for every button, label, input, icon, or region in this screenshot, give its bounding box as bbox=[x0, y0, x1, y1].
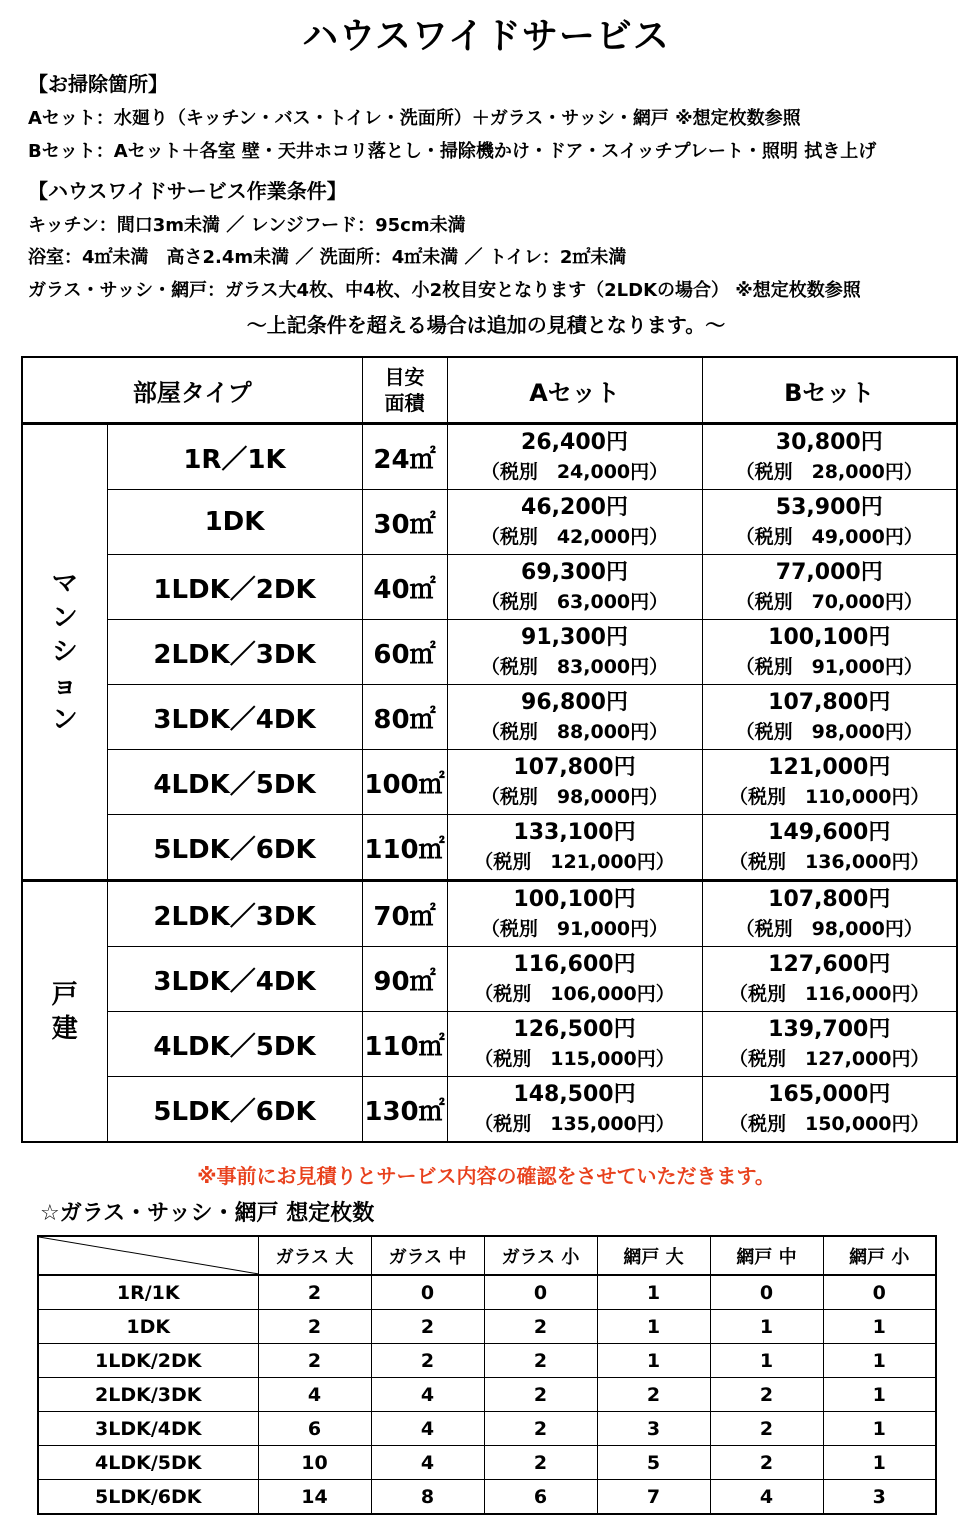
price-incl-tax: 100,100円 bbox=[768, 625, 891, 650]
header-room-type: 部屋タイプ bbox=[22, 357, 362, 424]
price-incl-tax: 69,300円 bbox=[521, 560, 628, 585]
condition-kitchen: キッチン：間口3m未満 ／ レンジフード：95cm未満 bbox=[28, 215, 466, 236]
header-area bbox=[362, 357, 447, 424]
glass-row bbox=[38, 1310, 936, 1344]
glass-table-header bbox=[38, 1236, 936, 1275]
glass-count-table bbox=[37, 1235, 937, 1515]
glass-count: 1 bbox=[823, 1344, 936, 1378]
set-a-price bbox=[447, 620, 702, 685]
glass-column-header: ガラス 小 bbox=[484, 1236, 597, 1275]
header-area-line1: 目安 bbox=[384, 365, 425, 389]
price-excl-tax: （税別 98,000円） bbox=[735, 721, 923, 743]
price-table bbox=[21, 356, 958, 1143]
price-incl-tax: 77,000円 bbox=[775, 560, 883, 585]
room-type: 1LDK／2DK bbox=[107, 555, 362, 620]
conditions-heading: 【ハウスワイドサービス作業条件】 bbox=[28, 179, 347, 203]
price-excl-tax: （税別 127,000円） bbox=[728, 1048, 930, 1070]
price-excl-tax: （税別 70,000円） bbox=[735, 591, 923, 613]
room-type: 5LDK／6DK bbox=[107, 1077, 362, 1143]
glass-count: 1 bbox=[597, 1310, 710, 1344]
glass-count: 2 bbox=[710, 1412, 823, 1446]
glass-column-header: ガラス 中 bbox=[371, 1236, 484, 1275]
glass-count: 1 bbox=[823, 1310, 936, 1344]
set-b-price bbox=[702, 947, 957, 1012]
set-b-price bbox=[702, 490, 957, 555]
glass-room-type: 5LDK/6DK bbox=[38, 1480, 258, 1515]
set-a-price bbox=[447, 750, 702, 815]
glass-room-type: 1DK bbox=[38, 1310, 258, 1344]
set-b-price bbox=[702, 815, 957, 881]
price-incl-tax: 165,000円 bbox=[768, 1082, 891, 1107]
price-excl-tax: （税別 91,000円） bbox=[480, 918, 669, 940]
glass-count: 0 bbox=[710, 1275, 823, 1310]
set-a-price bbox=[447, 947, 702, 1012]
price-incl-tax: 126,500円 bbox=[513, 1017, 636, 1042]
glass-count: 1 bbox=[710, 1310, 823, 1344]
condition-glass: ガラス・サッシ・網戸：ガラス大4枚、中4枚、小2枚目安となります（2LDKの場合） ※想定枚数参照 bbox=[28, 280, 861, 301]
glass-count: 2 bbox=[484, 1310, 597, 1344]
price-excl-tax: （税別 135,000円） bbox=[474, 1113, 675, 1135]
glass-count: 2 bbox=[371, 1310, 484, 1344]
cleaning-places-heading: 【お掃除箇所】 bbox=[28, 72, 168, 96]
set-a-price bbox=[447, 1012, 702, 1077]
price-row bbox=[22, 620, 957, 685]
price-row bbox=[22, 947, 957, 1012]
glass-count: 6 bbox=[484, 1480, 597, 1515]
area: 110㎡ bbox=[362, 1012, 447, 1077]
set-b-price bbox=[702, 685, 957, 750]
set-b-price bbox=[702, 555, 957, 620]
area: 40㎡ bbox=[362, 555, 447, 620]
glass-count: 10 bbox=[258, 1446, 371, 1480]
room-type: 2LDK／3DK bbox=[107, 620, 362, 685]
price-incl-tax: 139,700円 bbox=[768, 1017, 891, 1042]
room-type: 3LDK／4DK bbox=[107, 685, 362, 750]
price-excl-tax: （税別 83,000円） bbox=[480, 656, 669, 678]
glass-section-heading: ☆ガラス・サッシ・網戸 想定枚数 bbox=[40, 1201, 375, 1226]
price-incl-tax: 91,300円 bbox=[521, 625, 628, 650]
glass-count: 1 bbox=[710, 1344, 823, 1378]
area: 90㎡ bbox=[362, 947, 447, 1012]
price-excl-tax: （税別 88,000円） bbox=[480, 721, 669, 743]
glass-count: 1 bbox=[823, 1412, 936, 1446]
glass-column-header: ガラス 大 bbox=[258, 1236, 371, 1275]
glass-count: 2 bbox=[710, 1446, 823, 1480]
price-row bbox=[22, 1012, 957, 1077]
set-a-description: Aセット：水廻り（キッチン・バス・トイレ・洗面所）＋ガラス・サッシ・網戸 ※想定枚数参照 bbox=[28, 108, 801, 129]
glass-count: 2 bbox=[258, 1344, 371, 1378]
room-type: 1R／1K bbox=[107, 424, 362, 490]
room-type: 4LDK／5DK bbox=[107, 750, 362, 815]
glass-row bbox=[38, 1378, 936, 1412]
glass-count: 2 bbox=[484, 1412, 597, 1446]
set-b-price bbox=[702, 1012, 957, 1077]
room-type: 5LDK／6DK bbox=[107, 815, 362, 881]
set-b-price bbox=[702, 881, 957, 947]
price-incl-tax: 107,800円 bbox=[768, 690, 891, 715]
glass-room-type: 3LDK/4DK bbox=[38, 1412, 258, 1446]
price-incl-tax: 26,400円 bbox=[521, 430, 628, 455]
price-excl-tax: （税別 91,000円） bbox=[735, 656, 923, 678]
glass-row bbox=[38, 1275, 936, 1310]
price-incl-tax: 116,600円 bbox=[513, 952, 636, 977]
price-row bbox=[22, 1077, 957, 1143]
price-row bbox=[22, 815, 957, 881]
glass-count: 2 bbox=[258, 1275, 371, 1310]
glass-count: 2 bbox=[484, 1378, 597, 1412]
price-incl-tax: 46,200円 bbox=[521, 495, 628, 520]
glass-row bbox=[38, 1480, 936, 1515]
glass-count: 6 bbox=[258, 1412, 371, 1446]
area: 24㎡ bbox=[362, 424, 447, 490]
price-incl-tax: 127,600円 bbox=[768, 952, 891, 977]
price-incl-tax: 148,500円 bbox=[513, 1082, 636, 1107]
header-set-a: Aセット bbox=[447, 357, 702, 424]
glass-count: 1 bbox=[823, 1446, 936, 1480]
area: 30㎡ bbox=[362, 490, 447, 555]
glass-count: 2 bbox=[710, 1378, 823, 1412]
area: 80㎡ bbox=[362, 685, 447, 750]
area: 60㎡ bbox=[362, 620, 447, 685]
set-a-price bbox=[447, 555, 702, 620]
estimate-note: ※事前にお見積りとサービス内容の確認をさせていただきます。 bbox=[197, 1164, 775, 1188]
price-excl-tax: （税別 116,000円） bbox=[728, 983, 930, 1005]
room-type: 4LDK／5DK bbox=[107, 1012, 362, 1077]
price-excl-tax: （税別 42,000円） bbox=[480, 526, 669, 548]
price-row bbox=[22, 555, 957, 620]
glass-count: 0 bbox=[484, 1275, 597, 1310]
price-row bbox=[22, 685, 957, 750]
corner-cell bbox=[38, 1236, 258, 1275]
room-type: 1DK bbox=[107, 490, 362, 555]
glass-row bbox=[38, 1412, 936, 1446]
price-incl-tax: 100,100円 bbox=[513, 887, 636, 912]
set-a-price bbox=[447, 881, 702, 947]
glass-count: 14 bbox=[258, 1480, 371, 1515]
set-b-description: Bセット：Aセット＋各室 壁・天井ホコリ落とし・掃除機かけ・ドア・スイッチプレート・照明 拭き上げ bbox=[28, 141, 877, 162]
glass-count: 1 bbox=[823, 1378, 936, 1412]
room-type: 3LDK／4DK bbox=[107, 947, 362, 1012]
price-excl-tax: （税別 98,000円） bbox=[735, 918, 923, 940]
price-incl-tax: 53,900円 bbox=[775, 495, 883, 520]
glass-count: 4 bbox=[710, 1480, 823, 1515]
price-incl-tax: 133,100円 bbox=[513, 820, 636, 845]
glass-count: 1 bbox=[597, 1344, 710, 1378]
conditions-note: ～上記条件を超える場合は追加の見積となります。～ bbox=[246, 313, 726, 337]
glass-column-header: 網戸 大 bbox=[597, 1236, 710, 1275]
set-b-price bbox=[702, 750, 957, 815]
glass-column-header: 網戸 中 bbox=[710, 1236, 823, 1275]
glass-count: 1 bbox=[597, 1275, 710, 1310]
glass-count: 4 bbox=[371, 1378, 484, 1412]
price-excl-tax: （税別 24,000円） bbox=[480, 461, 669, 483]
set-b-price bbox=[702, 1077, 957, 1143]
price-table-header bbox=[22, 357, 957, 424]
set-a-price bbox=[447, 490, 702, 555]
group-label-char: 戸 bbox=[51, 979, 78, 1010]
price-incl-tax: 96,800円 bbox=[521, 690, 628, 715]
glass-count: 2 bbox=[258, 1310, 371, 1344]
price-excl-tax: （税別 106,000円） bbox=[474, 983, 675, 1005]
price-excl-tax: （税別 28,000円） bbox=[735, 461, 923, 483]
area: 130㎡ bbox=[362, 1077, 447, 1143]
glass-count: 2 bbox=[597, 1378, 710, 1412]
group-label bbox=[22, 424, 107, 881]
set-a-price bbox=[447, 424, 702, 490]
glass-count: 4 bbox=[258, 1378, 371, 1412]
glass-count: 4 bbox=[371, 1412, 484, 1446]
group-label-char: マ bbox=[51, 569, 78, 599]
price-row bbox=[22, 750, 957, 815]
glass-count: 0 bbox=[823, 1275, 936, 1310]
area: 110㎡ bbox=[362, 815, 447, 881]
glass-row bbox=[38, 1446, 936, 1480]
glass-count: 4 bbox=[371, 1446, 484, 1480]
price-excl-tax: （税別 98,000円） bbox=[480, 786, 669, 808]
price-excl-tax: （税別 63,000円） bbox=[480, 591, 669, 613]
glass-count: 2 bbox=[484, 1446, 597, 1480]
price-incl-tax: 149,600円 bbox=[768, 820, 891, 845]
group-label-char: シ bbox=[51, 637, 78, 667]
area: 70㎡ bbox=[362, 881, 447, 947]
glass-row bbox=[38, 1344, 936, 1378]
price-excl-tax: （税別 49,000円） bbox=[735, 526, 923, 548]
glass-room-type: 4LDK/5DK bbox=[38, 1446, 258, 1480]
glass-count: 5 bbox=[597, 1446, 710, 1480]
glass-room-type: 2LDK/3DK bbox=[38, 1378, 258, 1412]
set-b-price bbox=[702, 424, 957, 490]
room-type: 2LDK／3DK bbox=[107, 881, 362, 947]
glass-count: 3 bbox=[823, 1480, 936, 1515]
price-excl-tax: （税別 121,000円） bbox=[474, 851, 675, 873]
price-excl-tax: （税別 115,000円） bbox=[474, 1048, 675, 1070]
set-a-price bbox=[447, 1077, 702, 1143]
price-row bbox=[22, 490, 957, 555]
diagonal-line bbox=[39, 1237, 259, 1274]
area: 100㎡ bbox=[362, 750, 447, 815]
set-a-price bbox=[447, 685, 702, 750]
group-label-char: 建 bbox=[51, 1013, 78, 1044]
glass-room-type: 1R/1K bbox=[38, 1275, 258, 1310]
header-set-b: Bセット bbox=[702, 357, 957, 424]
glass-count: 0 bbox=[371, 1275, 484, 1310]
header-area-line2: 面積 bbox=[384, 391, 425, 415]
group-label bbox=[22, 881, 107, 1143]
group-label-char: ョ bbox=[51, 671, 78, 701]
glass-count: 2 bbox=[484, 1344, 597, 1378]
price-row bbox=[22, 881, 957, 947]
price-incl-tax: 30,800円 bbox=[775, 430, 883, 455]
price-excl-tax: （税別 150,000円） bbox=[728, 1113, 930, 1135]
glass-count: 3 bbox=[597, 1412, 710, 1446]
glass-room-type: 1LDK/2DK bbox=[38, 1344, 258, 1378]
glass-count: 8 bbox=[371, 1480, 484, 1515]
condition-bath: 浴室：4㎡未満 高さ2.4m未満 ／ 洗面所：4㎡未満 ／ トイレ：2㎡未満 bbox=[28, 247, 627, 268]
price-row bbox=[22, 424, 957, 490]
glass-column-header: 網戸 小 bbox=[823, 1236, 936, 1275]
price-incl-tax: 107,800円 bbox=[513, 755, 636, 780]
set-a-price bbox=[447, 815, 702, 881]
price-excl-tax: （税別 136,000円） bbox=[728, 851, 930, 873]
group-label-char: ン bbox=[51, 603, 78, 633]
glass-count: 7 bbox=[597, 1480, 710, 1515]
page-title: ハウスワイドサービス bbox=[302, 16, 670, 57]
glass-count: 2 bbox=[371, 1344, 484, 1378]
price-incl-tax: 107,800円 bbox=[768, 887, 891, 912]
price-incl-tax: 121,000円 bbox=[768, 755, 891, 780]
group-label-char: ン bbox=[51, 705, 78, 735]
price-excl-tax: （税別 110,000円） bbox=[728, 786, 930, 808]
set-b-price bbox=[702, 620, 957, 685]
